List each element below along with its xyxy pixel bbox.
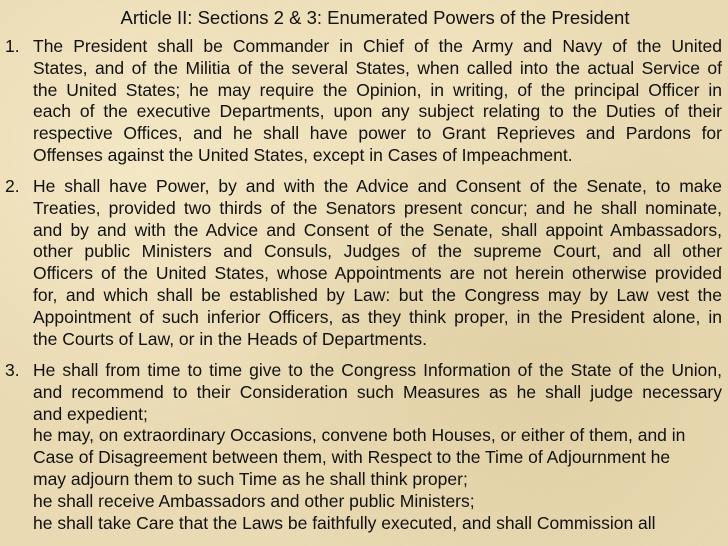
text-line: the Courts of Law, or in the Heads of Departments. <box>33 328 427 349</box>
text-line: each of the executive Departments, upon any subject relating to the Duties of their <box>33 101 722 122</box>
text-line: he may, on extraordinary Occasions, convene both Houses, or either of them, and in <box>33 425 686 446</box>
text-line: the United States; he may require the Opinion, in writing, of the principal Officer in <box>33 79 722 100</box>
text-line: Appointment of such inferior Officers, as they think proper, in the President alone, in <box>33 306 722 327</box>
item-text <box>33 176 722 350</box>
item-sub-text <box>33 425 722 534</box>
text-line: States, and of the Militia of the several States, when called into the actual Service of <box>33 57 722 78</box>
text-line: He shall from time to time give to the Congress Information of the State of the Union, <box>33 360 722 380</box>
text-line: other public Ministers and Consuls, Judges of the supreme Court, and all other <box>33 241 722 262</box>
text-line: Offenses against the United States, except in Cases of Impeachment. <box>33 144 573 165</box>
text-line: He shall have Power, by and with the Advice and Consent of the Senate, to make <box>33 176 722 196</box>
item-text <box>33 36 722 167</box>
text-line: he shall receive Ambassadors and other public Ministers; <box>33 490 475 511</box>
text-line: he shall take Care that the Laws be faithfully executed, and shall Commission all <box>33 512 656 533</box>
item-text <box>33 360 722 425</box>
text-line: and expedient; <box>33 403 148 424</box>
text-line: and by and with the Advice and Consent of the Senate, shall appoint Ambassadors, <box>33 219 722 240</box>
text-line: may adjourn them to such Time as he shall think proper; <box>33 468 468 489</box>
text-line: Case of Disagreement between them, with Respect to the Time of Adjournment he <box>33 447 671 468</box>
text-line: respective Offices, and he shall have power to Grant Reprieves and Pardons for <box>33 123 722 144</box>
text-line: The President shall be Commander in Chief of the Army and Navy of the United <box>33 36 722 56</box>
text-line: Officers of the United States, whose Appointments are not herein otherwise provided <box>33 263 722 284</box>
text-line: Treaties, provided two thirds of the Senators present concur; and he shall nominate, <box>33 197 722 218</box>
item-number: 1. <box>5 36 20 56</box>
item-number: 3. <box>5 360 20 380</box>
text-line: for, and which shall be established by Law: but the Congress may by Law vest the <box>33 284 722 305</box>
item-number: 2. <box>5 176 20 196</box>
text-line: and recommend to their Consideration such Measures as he shall judge necessary <box>33 381 722 402</box>
slide-title: Article II: Sections 2 & 3: Enumerated Powers of the President <box>120 7 630 28</box>
